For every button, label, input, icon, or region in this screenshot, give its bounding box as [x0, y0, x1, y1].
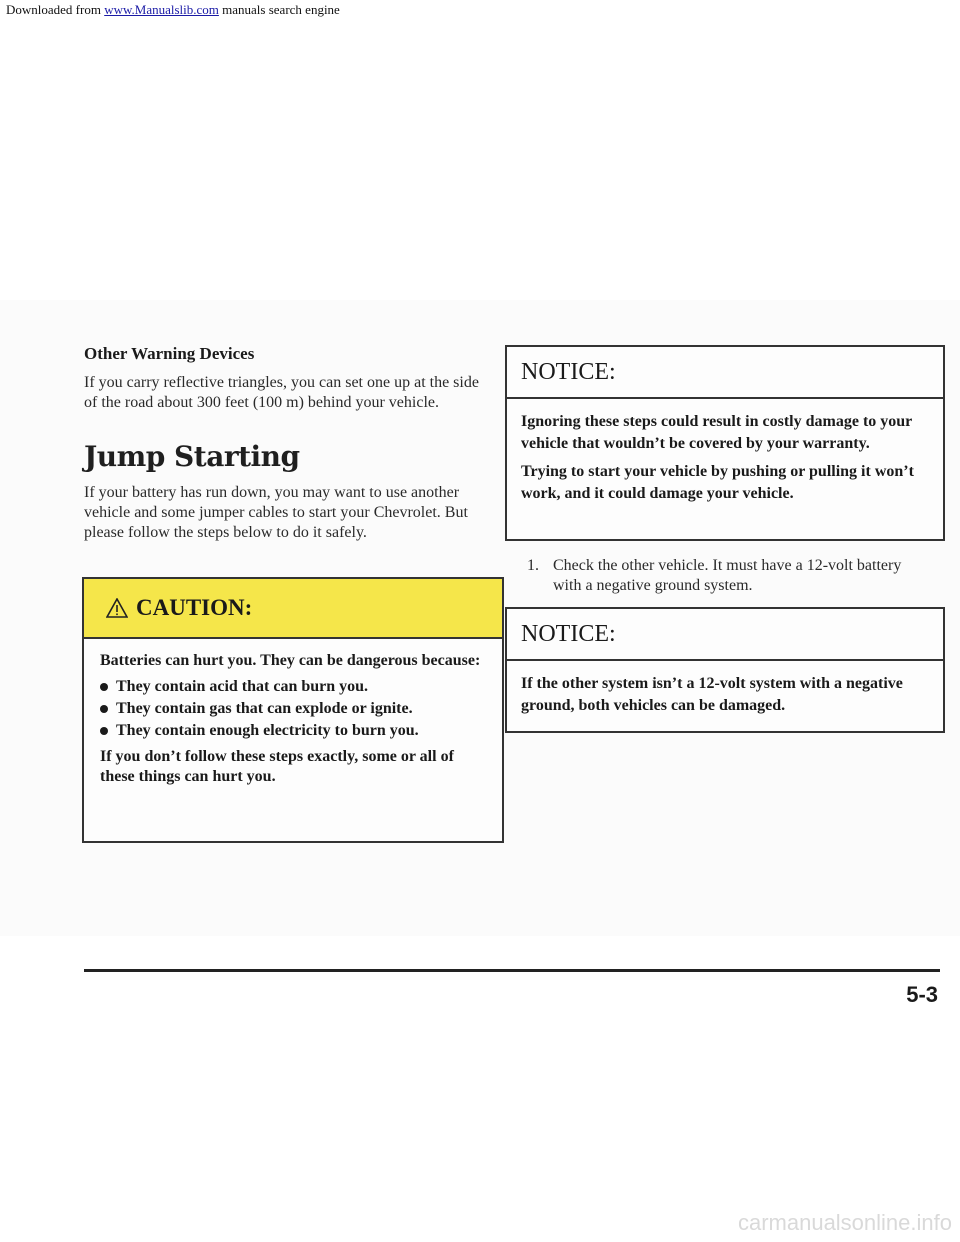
notice-body	[507, 661, 943, 717]
caution-title: CAUTION:	[136, 595, 253, 620]
page-number: 5-3	[906, 982, 938, 1007]
warning-devices-paragraph: If you carry reflective triangles, you can set one up at the side of the road about 300 feet (100 m) behind your vehicle.	[84, 374, 479, 411]
caution-header	[84, 579, 502, 639]
step-1	[527, 556, 927, 596]
bullet-icon	[100, 705, 108, 713]
notice-paragraph: If the other system isn’t a 12-volt system with a negative ground, both vehicles can be damaged.	[521, 675, 903, 714]
notice-paragraph: Trying to start your vehicle by pushing or pulling it won’t work, and it could damage your vehicle.	[521, 463, 914, 502]
notice-body	[507, 399, 943, 505]
notice-header: NOTICE:	[507, 347, 943, 399]
header-suffix: manuals search engine	[222, 2, 340, 17]
download-header	[6, 2, 340, 18]
step-text: Check the other vehicle. It must have a 12-volt battery with a negative ground system.	[553, 557, 902, 594]
notice-header: NOTICE:	[507, 609, 943, 661]
bullet-icon	[100, 683, 108, 691]
notice-box-1	[505, 345, 945, 541]
manualslib-link[interactable]: www.Manualslib.com	[104, 2, 219, 17]
list-item: They contain gas that can explode or ignite.	[100, 699, 486, 719]
warning-triangle-icon	[106, 598, 128, 618]
caution-box	[82, 577, 504, 843]
other-warning-devices-heading: Other Warning Devices	[84, 344, 255, 363]
caution-intro: Batteries can hurt you. They can be dangerous because:	[100, 652, 481, 669]
caution-body	[84, 639, 502, 787]
bullet-icon	[100, 727, 108, 735]
watermark: carmanualsonline.info	[737, 1210, 952, 1235]
list-item: They contain acid that can burn you.	[100, 677, 486, 697]
jump-starting-intro: If your battery has run down, you may want to use another vehicle and some jumper cables to start your Chevrolet. But please follow the steps below to do it safely.	[84, 484, 468, 541]
jump-starting-heading: Jump Starting	[84, 440, 300, 473]
list-item: They contain enough electricity to burn you.	[100, 721, 486, 741]
step-number: 1.	[527, 557, 539, 574]
footer-rule	[84, 969, 940, 972]
header-prefix: Downloaded from	[6, 2, 101, 17]
notice-paragraph: Ignoring these steps could result in costly damage to your vehicle that wouldn’t be covered by your warranty.	[521, 413, 912, 452]
caution-closing: If you don’t follow these steps exactly, some or all of these things can hurt you.	[100, 748, 454, 785]
notice-box-2	[505, 607, 945, 733]
caution-list	[100, 677, 486, 741]
